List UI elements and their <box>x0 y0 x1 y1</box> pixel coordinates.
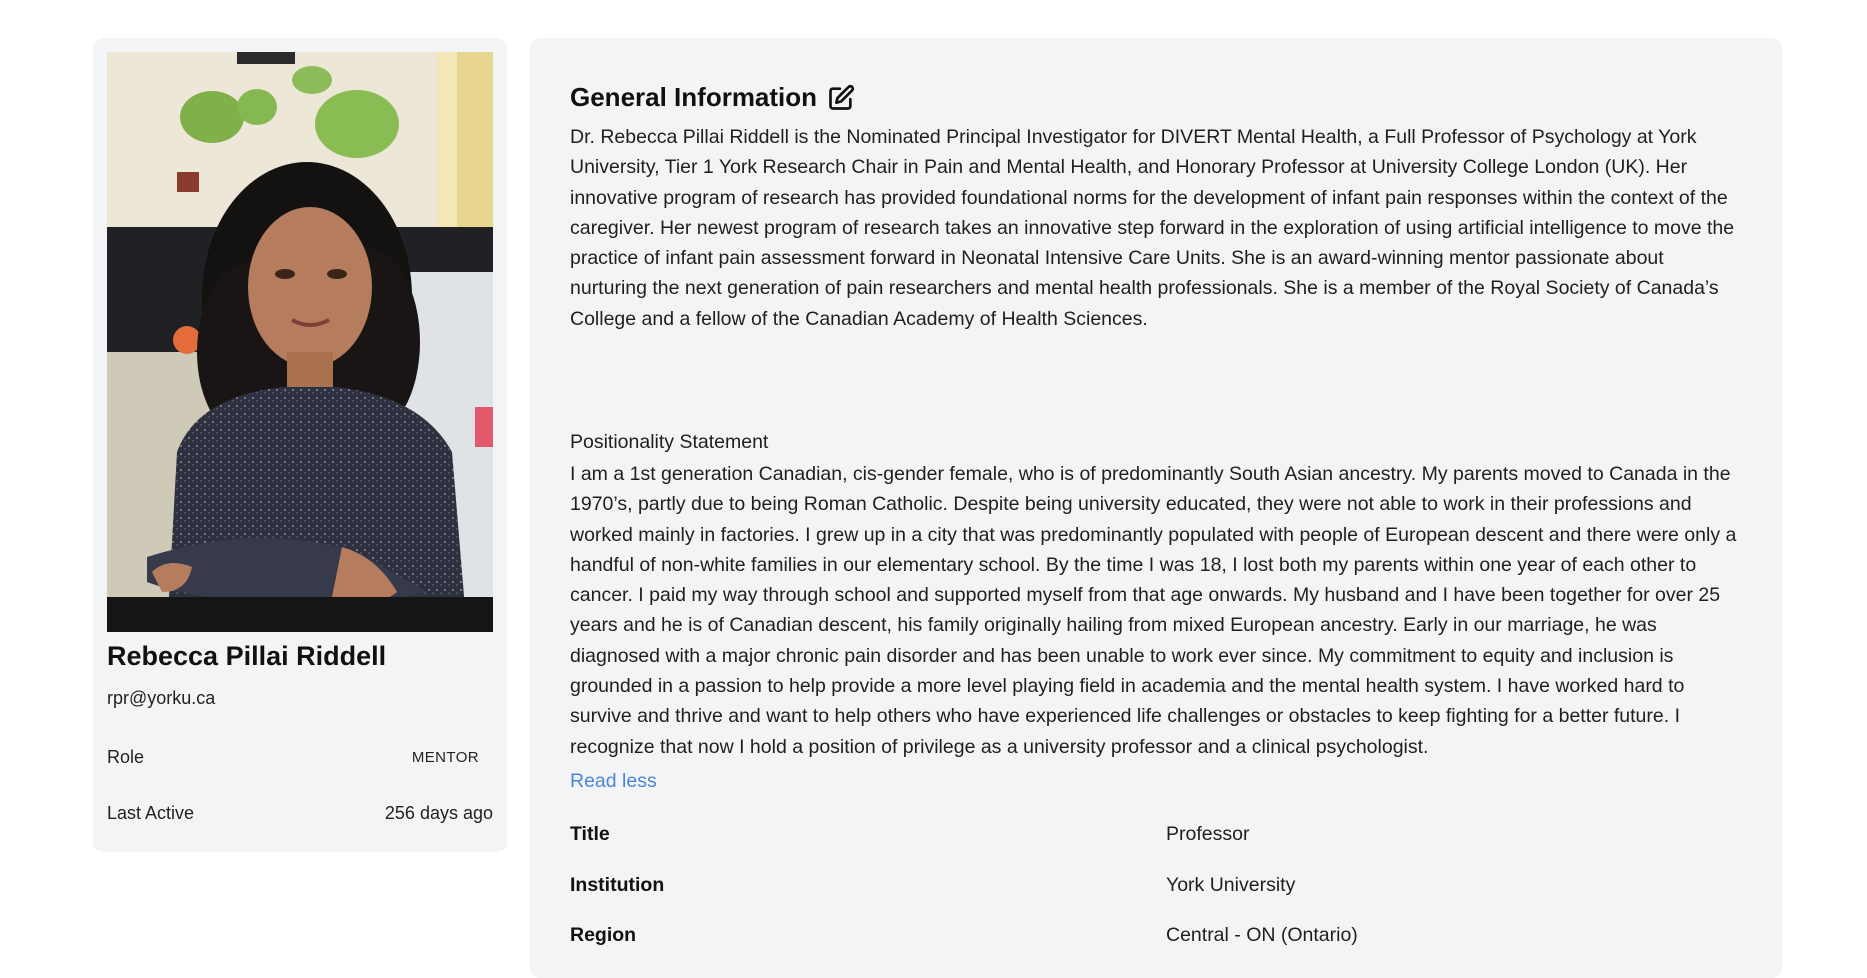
last-active-value: 256 days ago <box>384 803 493 823</box>
read-less-link[interactable]: Read less <box>570 770 657 792</box>
detail-institution-value: York University <box>1166 874 1296 896</box>
role-value: MENTOR <box>411 749 479 766</box>
detail-region-label: Region <box>570 924 637 946</box>
detail-institution-label: Institution <box>570 874 665 896</box>
profile-card <box>93 38 507 852</box>
positionality-label: Positionality Statement <box>570 431 769 453</box>
profile-email: rpr@yorku.ca <box>107 688 216 708</box>
general-information-title: General Information <box>570 82 818 112</box>
general-information-card <box>530 38 1782 978</box>
detail-title-label: Title <box>570 823 610 845</box>
general-information-header <box>570 82 855 113</box>
role-label: Role <box>107 747 145 767</box>
profile-photo <box>107 52 493 632</box>
detail-title-value: Professor <box>1166 823 1250 845</box>
last-active-label: Last Active <box>107 803 195 823</box>
detail-region-value: Central - ON (Ontario) <box>1166 924 1358 946</box>
edit-icon[interactable] <box>827 84 855 112</box>
positionality-text: I am a 1st generation Canadian, cis-gender female, who is of predominantly South Asian ancestry. My parents moved to Canada in the 1970’s, partly due to being Roman Catholic. Despite being university educated, they were not able to work in their professions and worked mainly in factories. I grew up in a city that was predominantly populated with people of European descent and there were only a handful of non-white families in our elementary school. By the time I was 18, I lost both my parents within one year of each other to cancer. I paid my way through school and supported myself from that age onwards. My husband and I have been together for over 25 years and he is of Canadian descent, his family originally hailing from mixed European ancestry. Early in our marriage, he was diagnosed with a major chronic pain disorder and has been unable to work ever since. My commitment to equity and inclusion is grounded in a passion to help provide a more level playing field in academia and the mental health system. I have worked hard to survive and thrive and want to help others who have experienced life challenges or obstacles to keep fighting for a better future. I recognize that now I hold a position of privilege as a university professor and a clinical psychologist. <box>570 463 1737 758</box>
profile-name: Rebecca Pillai Riddell <box>107 641 387 671</box>
bio-text: Dr. Rebecca Pillai Riddell is the Nominated Principal Investigator for DIVERT Mental Health, a Full Professor of Psychology at York University, Tier 1 York Research Chair in Pain and Mental Health, and Honorary Professor at University College London (UK). Her innovative program of research has provided foundational norms for the development of infant pain responses within the context of the caregiver. Her newest program of research takes an innovative step forward in the exploration of using artificial intelligence to move the practice of infant pain assessment forward in Neonatal Intensive Care Units. She is an award-winning mentor passionate about nurturing the next generation of pain researchers and mental health professionals. She is a member of the Royal Society of Canada’s College and a fellow of the Canadian Academy of Health Sciences. <box>570 126 1735 330</box>
